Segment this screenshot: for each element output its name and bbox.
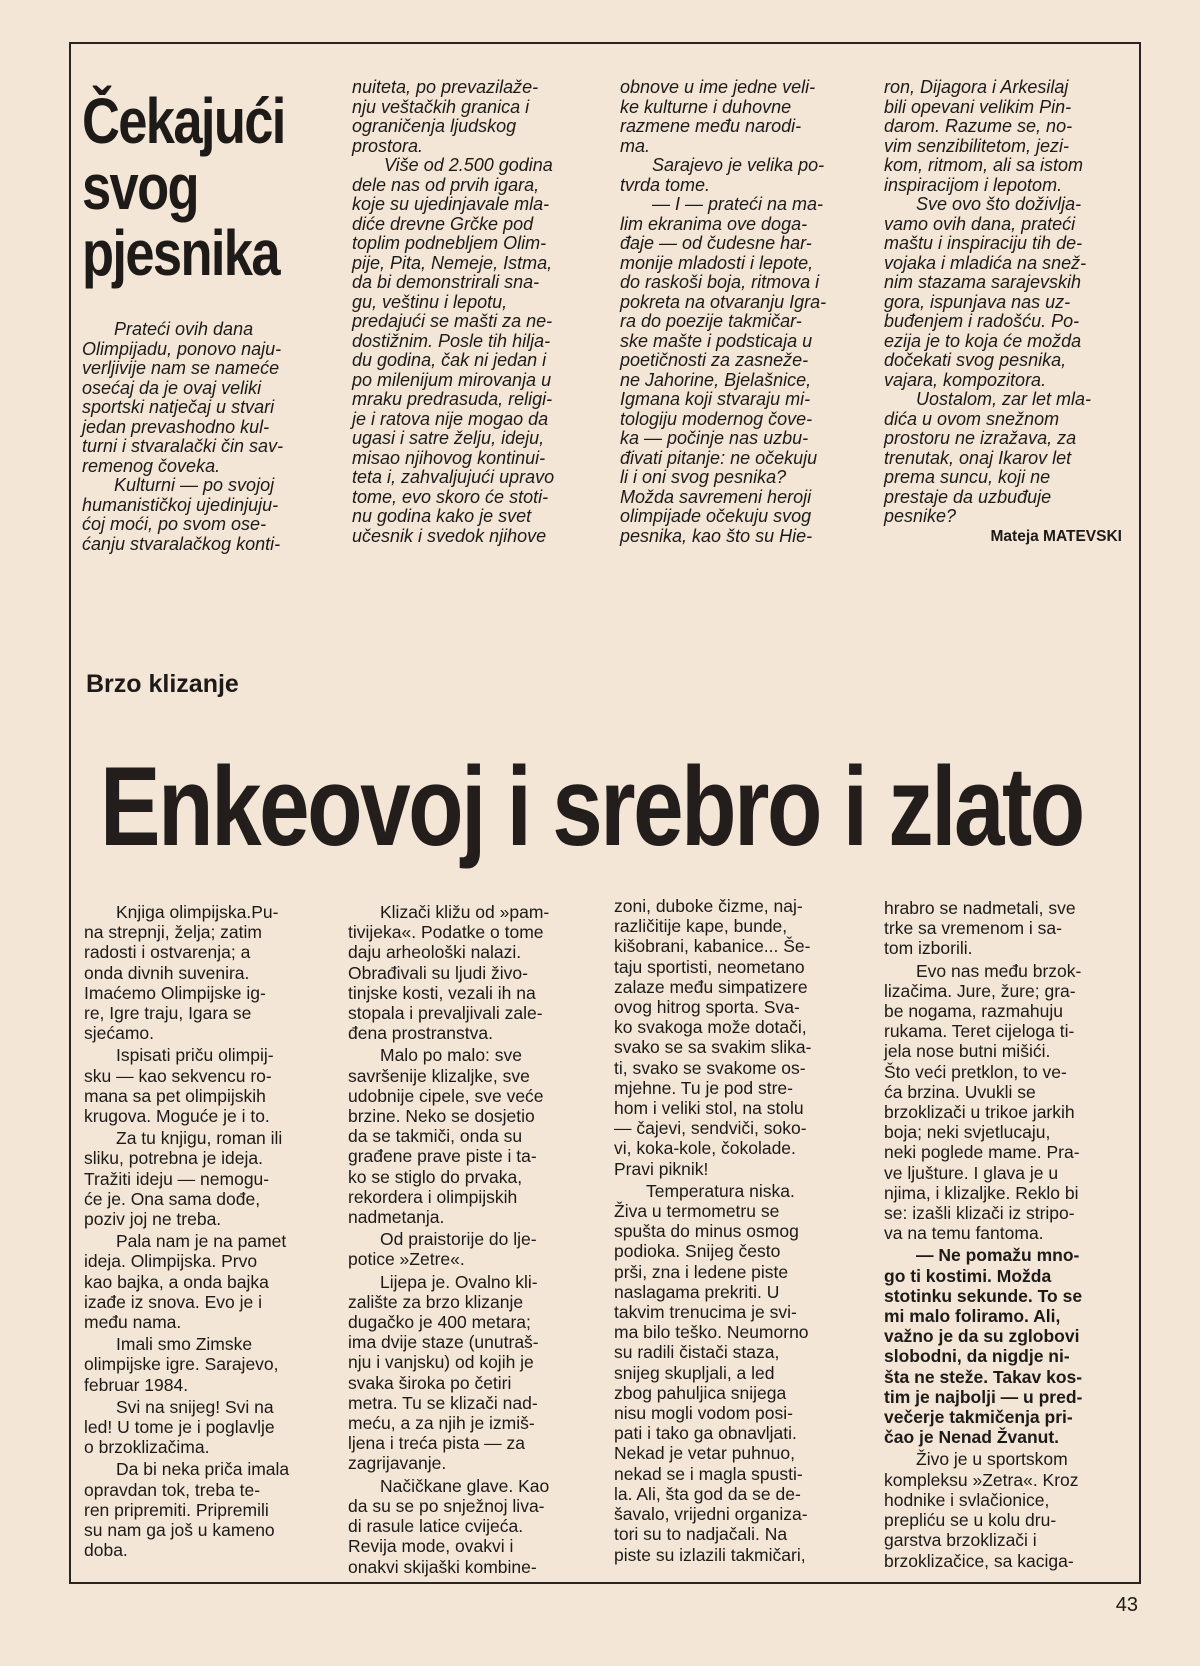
article1-column-4 [884,78,1120,527]
paragraph: Sve ovo što doživlja- vamo ovih dana, prateći maštu i inspiraciju tih de- vojaka i mladića na snež- nim stazama sarajevskih gora, ispunjava nas uz- buđenjem i radošću. Po- ezija je to koja će možda dočekati svog pesnika, vajara, kompozitora. [884,194,1087,390]
title-line: pjesnika [82,217,279,289]
quote-paragraph: — Ne pomažu mno- go ti kostimi. Možda stotinku sekunde. To se mi malo foliramo. Ali, važno je da su zglobovi slobodni, da nigdje ni- šta ne steže. Takav kos- tim je najbolji — u pred- večerje takmičenja pri- čao je Nenad Žvanut. [884,1245,1083,1448]
article2-column-2 [348,902,584,1579]
paragraph: Klizači kližu od »pam- tivijeka«. Podatke o tome daju arheološki nalazi. Obrađivali su ljudi živo- tinjske kosti, vezali ih na stopala i prevaljivali zale- đena prostranstva. [348,902,550,1044]
paragraph: Živo je u sportskom kompleksu »Zetra«. Kroz hodnike i svlačionice, prepliću se u kolu dru- garstva brzoklizači i brzoklizačice, sa kaciga- [884,1449,1079,1571]
paragraph: Lijepa je. Ovalno kli- zalište za brzo klizanje dugačko je 400 metara; ima dvije staze (unutraš- nju i vanjsku) od kojih je svaka široka po četiri metra. Tu se klizači nad- meću, a za njih je izmiš- ljena i treća pista — za zagrijavanje. [348,1271,539,1474]
article2-column-3 [614,896,854,1567]
paragraph: Temperatura niska. Živa u termometru se spušta do minus osmog podioka. Snijeg često prši, zna i ledene piste naslagama prekriti. U takvim trenucima je svi- ma bilo teško. Neumorno su radili čistači staza, snijeg skupljali, a led zbog pahuljica snijega nisu mogli vodom posi- pati i tako ga obnavljati. Nekad je vetar puhnuo, nekad se i magla spusti- la. Ali, šta god da se de- šavalo, vrijedni organiza- tori su to nadjačali. Na piste su izlazili takmičari, [614,1180,809,1565]
paragraph: Ispisati priču olimpij- sku — kao sekvencu ro- mana sa pet olimpijskih krugova. Moguće je i to. [84,1045,274,1127]
paragraph: — I — prateći na ma- lim ekranima ove doga- đaje — od čudesne har- monije mladosti i lepote, do raskoši boja, ritmova i pokreta na otvaranju Igra- ra do poezije takmičar- ske mašte i podsticaja u poetičnosti za zasneže- ne Jahorine, Bjelašnice, Igmana koji stvaraju mi- tologiju modernog čove- ka — počinje nas uzbu- đivati pitanje: ne očekuju li i oni svog pesnika? Možda savremeni heroji olimpijade očekuju svog pesnika, kao što su Hie- [620,194,827,546]
paragraph: Imali smo Zimske olimpijske igre. Sarajevo, februar 1984. [84,1334,279,1395]
page-number: 43 [1115,1594,1138,1616]
paragraph: Da bi neka priča imala opravdan tok, treba te- ren pripremiti. Pripremili su nam ga još u kameno doba. [84,1459,290,1561]
paragraph: Načičkane glave. Kao da su se po snježnoj liva- di rasule latice cvijeća. Revija mode, ovakvi i onakvi skijaški kombine- [348,1475,550,1577]
paragraph: obnove u ime jedne veli- ke kulturne i duhovne razmene među narodi- ma. [620,77,816,156]
paragraph: Za tu knjigu, roman ili sliku, potrebna je ideja. Tražiti ideju — nemogu- će je. Ona sama dođe, poziv joj ne treba. [84,1128,283,1230]
paragraph: zoni, duboke čizme, naj- različitije kape, bunde, kišobrani, kabanice... Še- taju sportisti, neometano zalaze među simpatizere ovog hitrog sporta. Sva- ko svakoga može dotači, svako se sa svakim slika- ti, svako se svakome os- mjehne. Tu je pod stre- hom i veliki stol, na stolu — čajevi, sendviči, soko- vi, koka-kole, čokolade. Pravi piknik! [614,896,812,1179]
paragraph: hrabro se nadmetali, sve trke sa vremenom i sa- tom izborili. [884,898,1076,959]
title-line: Čekajući [82,85,285,157]
paragraph: Pala nam je na pamet ideja. Olimpijska. Prvo kao bajka, a onda bajka izađe iz snova. Evo je i među nama. [84,1231,287,1333]
article-title [82,85,287,289]
paragraph: Sarajevo je velika po- tvrda tome. [620,155,825,195]
paragraph: Knjiga olimpijska.Pu- na strepnji, želja; zatim radosti i ostvarenja; a onda divnih suvenira. Imaćemo Olimpijske ig- re, Igre traju, Igara se sjećamo. [84,902,279,1044]
article2-column-4 [884,898,1120,1573]
article1-column-3 [620,78,858,546]
paragraph: Kulturni — po svojoj humanističkoj ujedinjuju- ćoj moći, po svom ose- ćanju stvaralačkog konti- [82,475,281,554]
headline: Enkeovoj i srebro i zlato [100,744,1083,869]
paragraph: Malo po malo: sve savršenije klizaljke, sve udobnije cipele, sve veće brzine. Neko se dosjetio da se takmiči, onda su građene prave piste i ta- ko se stiglo do prvaka, rekordera i olimpijskih nadmetanja. [348,1045,544,1228]
author-byline: Mateja MATEVSKI [990,528,1122,545]
article1-column-1 [82,320,320,554]
paragraph: Prateći ovih dana Olimpijadu, ponovo naju- verljivije nam se nameće osećaj da je ovaj veliki sportski natječaj u stvari jedan prevashodno kul- turni i stvaralački čin sav- remenog čoveka. [82,319,284,476]
paragraph: Uostalom, zar let mla- dića u ovom snežnom prostoru ne izražava, za trenutak, onaj Ikarov let prema suncu, koji ne prestaje da uzbuđuje pesnike? [884,389,1092,526]
paragraph: Svi na snijeg! Svi na led! U tome je i poglavlje o brzoklizačima. [84,1396,275,1458]
paragraph: Od praistorije do lje- potice »Zetre«. [348,1229,537,1270]
paragraph: ron, Dijagora i Arkesilaj bili opevani velikim Pin- darom. Razume se, no- vim senzibilitetom, jezi- kom, ritmom, ali sa istom inspiracijom i lepotom. [884,77,1084,195]
section-kicker: Brzo klizanje [86,670,239,698]
paragraph: Više od 2.500 godina dele nas od prvih igara, koje su ujedinjavale mla- diće drevne Grčke pod toplim podnebljem Olim- pije, Pita, Nemeje, Istma, da bi demonstrirali sna- gu, veštinu i lepotu, predajući se mašti za ne- dostižnim. Posle tih hilja- du godina, čak ni jedan i po milenijum mirovanja u mraku predrasuda, religi- je i ratova nije mogao da ugasi i satre želju, ideju, misao njihovog kontinui- teta i, zahvaljujući upravo tome, evo skoro će stoti- nu godina kako je svet učesnik i svedok njihove [352,155,555,546]
paragraph: nuiteta, po prevazilaže- nju veštačkih granica i ograničenja ljudskog prostora. [352,77,539,156]
paragraph: Evo nas među brzok- lizačima. Jure, žure; gra- be nogama, razmahuju rukama. Teret cijeloga ti- jela nose butni mišići. Što veći pretklon, to ve- ća brzina. Uvukli se brzoklizači u trikoe jarkih boja; neki svjetlucaju, neki poglede mame. Pra- ve ljušture. I glava je u njima, i klizaljke. Reklo bi se: izašli klizači iz stripo- va na temu fantoma. [884,960,1082,1244]
title-line: svog [82,151,198,223]
article1-column-2 [352,78,590,546]
article2-column-1 [84,902,322,1563]
